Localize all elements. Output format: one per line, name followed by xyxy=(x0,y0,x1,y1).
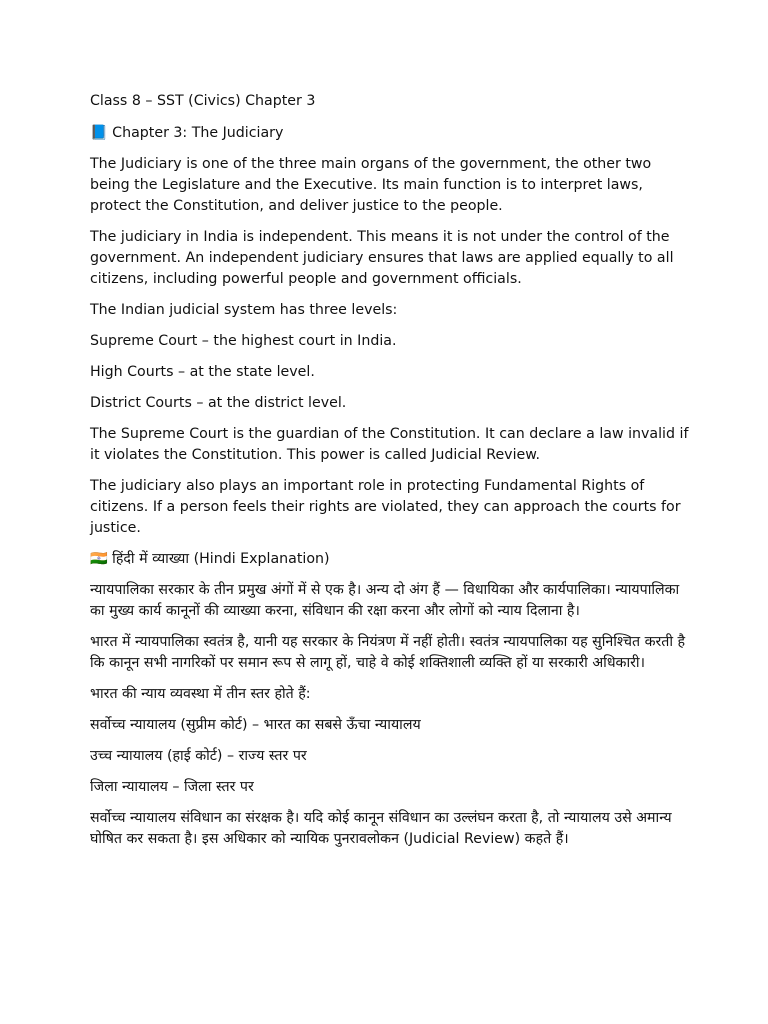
hindi-court-level-district: जिला न्यायालय – जिला स्तर पर xyxy=(90,779,254,795)
court-level-supreme: Supreme Court – the highest court in India. xyxy=(90,333,397,349)
english-paragraph-3: The Indian judicial system has three levels: xyxy=(90,302,398,318)
hindi-court-level-high: उच्च न्यायालय (हाई कोर्ट) – राज्य स्तर पर xyxy=(90,748,307,764)
english-paragraph-1: The Judiciary is one of the three main organs of the government, the other two being the Legislature and the Executive. Its main function is to interpret laws, protect the Constitution, and deliver justice to the people. xyxy=(90,156,652,214)
hindi-heading: 🇮🇳 हिंदी में व्याख्या (Hindi Explanation) xyxy=(90,551,330,567)
hindi-court-level-supreme: सर्वोच्च न्यायालय (सुप्रीम कोर्ट) – भारत का सबसे ऊँचा न्यायालय xyxy=(90,717,421,733)
chapter-heading: 📘 Chapter 3: The Judiciary xyxy=(90,125,284,141)
hindi-paragraph-3: भारत की न्याय व्यवस्था में तीन स्तर होते हैं: xyxy=(90,686,311,702)
court-level-district: District Courts – at the district level. xyxy=(90,395,347,411)
hindi-paragraph-2: भारत में न्यायपालिका स्वतंत्र है, यानी यह सरकार के नियंत्रण में नहीं होती। स्वतंत्र न्यायपालिका यह सुनिश्चित करती है कि कानून सभी नागरिकों पर समान रूप से लागू हों, चाहे वे कोई शक्तिशाली व्यक्ति हों या सरकारी अधिकारी। xyxy=(90,634,686,671)
court-level-high: High Courts – at the state level. xyxy=(90,364,315,380)
english-paragraph-4: The Supreme Court is the guardian of the Constitution. It can declare a law invalid if it violates the Constitution. This power is called Judicial Review. xyxy=(90,426,689,463)
document-title: Class 8 – SST (Civics) Chapter 3 xyxy=(90,93,316,109)
hindi-paragraph-4: सर्वोच्च न्यायालय संविधान का संरक्षक है। यदि कोई कानून संविधान का उल्लंघन करता है, तो न्यायालय उसे अमान्य घोषित कर सकता है। इस अधिकार को न्यायिक पुनरावलोकन (Judicial Review) कहते हैं। xyxy=(90,810,672,847)
hindi-paragraph-1: न्यायपालिका सरकार के तीन प्रमुख अंगों में से एक है। अन्य दो अंग हैं — विधायिका और कार्यपालिका। न्यायपालिका का मुख्य कार्य कानूनों की व्याख्या करना, संविधान की रक्षा करना और लोगों को न्याय दिलाना है। xyxy=(90,582,680,619)
english-paragraph-2: The judiciary in India is independent. This means it is not under the control of the government. An independent judiciary ensures that laws are applied equally to all citizens, including powerful people and government officials. xyxy=(90,229,674,287)
document-page xyxy=(90,91,690,860)
english-paragraph-5: The judiciary also plays an important role in protecting Fundamental Rights of citizens. If a person feels their rights are violated, they can approach the courts for justice. xyxy=(90,478,681,536)
